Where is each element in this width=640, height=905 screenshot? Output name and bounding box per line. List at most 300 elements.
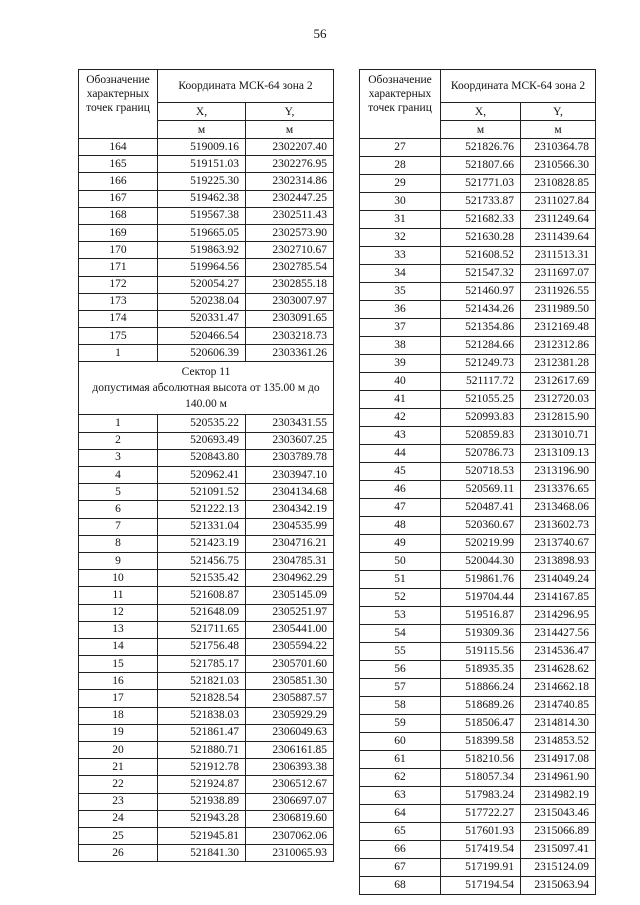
table-row bbox=[79, 776, 334, 793]
table-row bbox=[360, 337, 596, 355]
y-label-header: Y, bbox=[521, 103, 596, 121]
coord-label-header: Координата МСК-64 зона 2 bbox=[158, 70, 334, 103]
x-cell: 521711.65 bbox=[158, 621, 246, 638]
table-row bbox=[79, 742, 334, 759]
x-cell: 521733.87 bbox=[441, 193, 521, 211]
x-cell: 520859.83 bbox=[441, 427, 521, 445]
y-cell: 2312312.86 bbox=[521, 337, 596, 355]
x-cell: 521682.33 bbox=[441, 211, 521, 229]
point-label-header: Обозначение характерных точек границ bbox=[360, 70, 441, 139]
y-cell: 2315063.94 bbox=[521, 877, 596, 895]
x-cell: 521423.19 bbox=[158, 535, 246, 552]
table-row bbox=[79, 310, 334, 327]
y-cell: 2313109.13 bbox=[521, 445, 596, 463]
table-row bbox=[360, 373, 596, 391]
x-cell: 518399.58 bbox=[441, 733, 521, 751]
table-row bbox=[360, 139, 596, 157]
x-cell: 521608.87 bbox=[158, 587, 246, 604]
table-row bbox=[360, 409, 596, 427]
point-cell: 56 bbox=[360, 661, 441, 679]
point-cell: 15 bbox=[79, 656, 158, 673]
point-cell: 59 bbox=[360, 715, 441, 733]
left-table-header bbox=[79, 70, 334, 139]
point-cell: 32 bbox=[360, 229, 441, 247]
y-cell: 2314740.85 bbox=[521, 697, 596, 715]
point-cell: 44 bbox=[360, 445, 441, 463]
y-cell: 2306819.60 bbox=[246, 810, 334, 827]
table-row bbox=[79, 207, 334, 224]
y-cell: 2314853.52 bbox=[521, 733, 596, 751]
table-row bbox=[79, 139, 334, 156]
point-cell: 34 bbox=[360, 265, 441, 283]
x-cell: 520360.67 bbox=[441, 517, 521, 535]
x-cell: 520331.47 bbox=[158, 310, 246, 327]
table-row bbox=[360, 391, 596, 409]
x-cell: 521771.03 bbox=[441, 175, 521, 193]
point-cell: 61 bbox=[360, 751, 441, 769]
point-cell: 16 bbox=[79, 673, 158, 690]
y-cell: 2314049.24 bbox=[521, 571, 596, 589]
x-label-header: X, bbox=[441, 103, 521, 121]
point-cell: 171 bbox=[79, 259, 158, 276]
x-cell: 518210.56 bbox=[441, 751, 521, 769]
point-cell: 14 bbox=[79, 638, 158, 655]
point-label-header: Обозначение характерных точек границ bbox=[79, 70, 158, 139]
x-cell: 520238.04 bbox=[158, 293, 246, 310]
table-row bbox=[79, 535, 334, 552]
table-row bbox=[79, 724, 334, 741]
x-cell: 521608.52 bbox=[441, 247, 521, 265]
y-cell: 2311439.64 bbox=[521, 229, 596, 247]
y-cell: 2303789.78 bbox=[246, 449, 334, 466]
point-cell: 51 bbox=[360, 571, 441, 589]
table-row bbox=[360, 841, 596, 859]
table-row bbox=[79, 845, 334, 862]
x-cell: 520843.80 bbox=[158, 449, 246, 466]
point-cell: 170 bbox=[79, 242, 158, 259]
table-row bbox=[79, 501, 334, 518]
y-cell: 2314296.95 bbox=[521, 607, 596, 625]
table-row bbox=[360, 229, 596, 247]
point-cell: 12 bbox=[79, 604, 158, 621]
x-cell: 520786.73 bbox=[441, 445, 521, 463]
x-cell: 520487.41 bbox=[441, 499, 521, 517]
x-cell: 521826.76 bbox=[441, 139, 521, 157]
y-cell: 2302447.25 bbox=[246, 190, 334, 207]
point-cell: 172 bbox=[79, 276, 158, 293]
x-cell: 517983.24 bbox=[441, 787, 521, 805]
table-row bbox=[360, 697, 596, 715]
table-row bbox=[360, 301, 596, 319]
table-row bbox=[360, 193, 596, 211]
point-cell: 57 bbox=[360, 679, 441, 697]
x-cell: 521331.04 bbox=[158, 518, 246, 535]
point-cell: 21 bbox=[79, 759, 158, 776]
y-cell: 2303607.25 bbox=[246, 432, 334, 449]
point-cell: 169 bbox=[79, 224, 158, 241]
coord-label-header: Координата МСК-64 зона 2 bbox=[441, 70, 596, 103]
x-cell: 519151.03 bbox=[158, 156, 246, 173]
y-cell: 2313376.65 bbox=[521, 481, 596, 499]
y-cell: 2303007.97 bbox=[246, 293, 334, 310]
sector-heading bbox=[79, 362, 334, 415]
point-cell: 29 bbox=[360, 175, 441, 193]
y-unit-header: м bbox=[521, 121, 596, 139]
table-row bbox=[360, 265, 596, 283]
y-cell: 2305594.22 bbox=[246, 638, 334, 655]
point-cell: 6 bbox=[79, 501, 158, 518]
table-row bbox=[360, 661, 596, 679]
table-row bbox=[360, 481, 596, 499]
x-cell: 520993.83 bbox=[441, 409, 521, 427]
table-row bbox=[360, 769, 596, 787]
x-cell: 521938.89 bbox=[158, 793, 246, 810]
point-cell: 33 bbox=[360, 247, 441, 265]
point-cell: 11 bbox=[79, 587, 158, 604]
y-cell: 2304134.68 bbox=[246, 484, 334, 501]
point-cell: 47 bbox=[360, 499, 441, 517]
point-cell: 55 bbox=[360, 643, 441, 661]
y-cell: 2314662.18 bbox=[521, 679, 596, 697]
x-cell: 521924.87 bbox=[158, 776, 246, 793]
table-row bbox=[79, 259, 334, 276]
y-cell: 2310065.93 bbox=[246, 845, 334, 862]
y-cell: 2303947.10 bbox=[246, 467, 334, 484]
point-cell: 52 bbox=[360, 589, 441, 607]
table-row bbox=[79, 224, 334, 241]
point-cell: 164 bbox=[79, 139, 158, 156]
table-row bbox=[360, 859, 596, 877]
x-cell: 521456.75 bbox=[158, 552, 246, 569]
table-row bbox=[79, 276, 334, 293]
table-row bbox=[79, 810, 334, 827]
point-cell: 2 bbox=[79, 432, 158, 449]
point-cell: 43 bbox=[360, 427, 441, 445]
point-cell: 58 bbox=[360, 697, 441, 715]
right-table-header bbox=[360, 70, 596, 139]
table-row bbox=[79, 467, 334, 484]
sector-description: допустимая абсолютная высота от 135.00 м до 140.00 м bbox=[92, 382, 320, 411]
x-cell: 518689.26 bbox=[441, 697, 521, 715]
table-row bbox=[360, 823, 596, 841]
x-cell: 521117.72 bbox=[441, 373, 521, 391]
x-cell: 518506.47 bbox=[441, 715, 521, 733]
table-row bbox=[360, 517, 596, 535]
y-cell: 2315097.41 bbox=[521, 841, 596, 859]
table-row bbox=[79, 793, 334, 810]
x-cell: 521630.28 bbox=[441, 229, 521, 247]
point-cell: 18 bbox=[79, 707, 158, 724]
left-rows-a bbox=[79, 139, 334, 362]
y-cell: 2304535.99 bbox=[246, 518, 334, 535]
x-cell: 517419.54 bbox=[441, 841, 521, 859]
table-row bbox=[360, 751, 596, 769]
x-cell: 521821.03 bbox=[158, 673, 246, 690]
y-cell: 2305145.09 bbox=[246, 587, 334, 604]
table-row bbox=[79, 345, 334, 362]
point-cell: 40 bbox=[360, 373, 441, 391]
x-cell: 519309.36 bbox=[441, 625, 521, 643]
y-cell: 2310828.85 bbox=[521, 175, 596, 193]
y-cell: 2302276.95 bbox=[246, 156, 334, 173]
y-cell: 2305701.60 bbox=[246, 656, 334, 673]
table-row bbox=[360, 175, 596, 193]
x-cell: 519964.56 bbox=[158, 259, 246, 276]
y-cell: 2303361.26 bbox=[246, 345, 334, 362]
table-row bbox=[79, 587, 334, 604]
x-cell: 519225.30 bbox=[158, 173, 246, 190]
point-cell: 50 bbox=[360, 553, 441, 571]
x-unit-header: м bbox=[158, 121, 246, 139]
point-cell: 53 bbox=[360, 607, 441, 625]
left-rows-b bbox=[79, 415, 334, 862]
x-cell: 521249.73 bbox=[441, 355, 521, 373]
table-row bbox=[360, 283, 596, 301]
table-row bbox=[79, 827, 334, 844]
y-cell: 2306393.38 bbox=[246, 759, 334, 776]
x-cell: 521828.54 bbox=[158, 690, 246, 707]
x-cell: 521807.66 bbox=[441, 157, 521, 175]
y-cell: 2304716.21 bbox=[246, 535, 334, 552]
table-row bbox=[360, 877, 596, 895]
y-cell: 2306049.63 bbox=[246, 724, 334, 741]
y-cell: 2303431.55 bbox=[246, 415, 334, 432]
x-cell: 519665.05 bbox=[158, 224, 246, 241]
x-cell: 520466.54 bbox=[158, 328, 246, 345]
y-cell: 2314536.47 bbox=[521, 643, 596, 661]
point-cell: 23 bbox=[79, 793, 158, 810]
point-cell: 10 bbox=[79, 570, 158, 587]
table-row bbox=[360, 211, 596, 229]
y-cell: 2303091.65 bbox=[246, 310, 334, 327]
x-cell: 519861.76 bbox=[441, 571, 521, 589]
y-cell: 2305441.00 bbox=[246, 621, 334, 638]
table-row bbox=[79, 449, 334, 466]
y-cell: 2302855.18 bbox=[246, 276, 334, 293]
x-cell: 519462.38 bbox=[158, 190, 246, 207]
table-row bbox=[360, 607, 596, 625]
table-row bbox=[79, 656, 334, 673]
table-row bbox=[360, 427, 596, 445]
table-row bbox=[360, 247, 596, 265]
point-cell: 20 bbox=[79, 742, 158, 759]
y-cell: 2304962.29 bbox=[246, 570, 334, 587]
table-row bbox=[79, 293, 334, 310]
point-cell: 67 bbox=[360, 859, 441, 877]
table-row bbox=[360, 787, 596, 805]
y-cell: 2314628.62 bbox=[521, 661, 596, 679]
y-cell: 2303218.73 bbox=[246, 328, 334, 345]
table-row bbox=[79, 242, 334, 259]
x-cell: 519009.16 bbox=[158, 139, 246, 156]
point-cell: 66 bbox=[360, 841, 441, 859]
x-cell: 521838.03 bbox=[158, 707, 246, 724]
point-cell: 42 bbox=[360, 409, 441, 427]
point-cell: 45 bbox=[360, 463, 441, 481]
point-cell: 9 bbox=[79, 552, 158, 569]
x-cell: 520219.99 bbox=[441, 535, 521, 553]
x-cell: 517601.93 bbox=[441, 823, 521, 841]
x-cell: 521841.30 bbox=[158, 845, 246, 862]
y-cell: 2313196.90 bbox=[521, 463, 596, 481]
y-cell: 2313740.67 bbox=[521, 535, 596, 553]
table-row bbox=[360, 463, 596, 481]
x-cell: 519567.38 bbox=[158, 207, 246, 224]
page-number: 56 bbox=[313, 26, 327, 41]
point-cell: 60 bbox=[360, 733, 441, 751]
y-cell: 2302207.40 bbox=[246, 139, 334, 156]
x-cell: 521354.86 bbox=[441, 319, 521, 337]
sector-block bbox=[79, 362, 334, 415]
y-cell: 2314167.85 bbox=[521, 589, 596, 607]
table-row bbox=[79, 673, 334, 690]
y-cell: 2315066.89 bbox=[521, 823, 596, 841]
table-row bbox=[79, 328, 334, 345]
point-cell: 41 bbox=[360, 391, 441, 409]
point-cell: 38 bbox=[360, 337, 441, 355]
y-cell: 2312815.90 bbox=[521, 409, 596, 427]
table-row bbox=[79, 552, 334, 569]
x-cell: 521912.78 bbox=[158, 759, 246, 776]
x-cell: 521785.17 bbox=[158, 656, 246, 673]
y-cell: 2314982.19 bbox=[521, 787, 596, 805]
x-cell: 521943.28 bbox=[158, 810, 246, 827]
table-row bbox=[79, 415, 334, 432]
point-cell: 27 bbox=[360, 139, 441, 157]
point-cell: 54 bbox=[360, 625, 441, 643]
y-cell: 2312381.28 bbox=[521, 355, 596, 373]
x-cell: 521535.42 bbox=[158, 570, 246, 587]
point-cell: 17 bbox=[79, 690, 158, 707]
y-label-header: Y, bbox=[246, 103, 334, 121]
y-cell: 2302710.67 bbox=[246, 242, 334, 259]
y-cell: 2312720.03 bbox=[521, 391, 596, 409]
table-row bbox=[79, 707, 334, 724]
table-row bbox=[79, 518, 334, 535]
point-cell: 63 bbox=[360, 787, 441, 805]
point-cell: 28 bbox=[360, 157, 441, 175]
point-cell: 35 bbox=[360, 283, 441, 301]
y-cell: 2311697.07 bbox=[521, 265, 596, 283]
y-cell: 2315043.46 bbox=[521, 805, 596, 823]
table-row bbox=[360, 157, 596, 175]
x-cell: 521284.66 bbox=[441, 337, 521, 355]
y-cell: 2311513.31 bbox=[521, 247, 596, 265]
point-cell: 4 bbox=[79, 467, 158, 484]
y-cell: 2311926.55 bbox=[521, 283, 596, 301]
y-cell: 2305929.29 bbox=[246, 707, 334, 724]
point-cell: 30 bbox=[360, 193, 441, 211]
left-coordinates-table bbox=[78, 69, 334, 862]
y-cell: 2313898.93 bbox=[521, 553, 596, 571]
x-cell: 521756.48 bbox=[158, 638, 246, 655]
table-row bbox=[360, 625, 596, 643]
point-cell: 37 bbox=[360, 319, 441, 337]
y-cell: 2306697.07 bbox=[246, 793, 334, 810]
x-cell: 518935.35 bbox=[441, 661, 521, 679]
point-cell: 26 bbox=[79, 845, 158, 862]
point-cell: 49 bbox=[360, 535, 441, 553]
right-coordinates-table bbox=[359, 69, 596, 895]
table-row bbox=[79, 432, 334, 449]
table-row bbox=[360, 733, 596, 751]
point-cell: 5 bbox=[79, 484, 158, 501]
table-row bbox=[79, 173, 334, 190]
x-cell: 521460.97 bbox=[441, 283, 521, 301]
table-row bbox=[360, 319, 596, 337]
y-cell: 2310364.78 bbox=[521, 139, 596, 157]
point-cell: 46 bbox=[360, 481, 441, 499]
point-cell: 3 bbox=[79, 449, 158, 466]
x-label-header: X, bbox=[158, 103, 246, 121]
y-cell: 2306161.85 bbox=[246, 742, 334, 759]
x-cell: 520606.39 bbox=[158, 345, 246, 362]
x-cell: 521945.81 bbox=[158, 827, 246, 844]
point-cell: 36 bbox=[360, 301, 441, 319]
point-cell: 64 bbox=[360, 805, 441, 823]
table-row bbox=[79, 690, 334, 707]
y-cell: 2302785.54 bbox=[246, 259, 334, 276]
table-row bbox=[360, 715, 596, 733]
y-cell: 2312169.48 bbox=[521, 319, 596, 337]
x-cell: 521648.09 bbox=[158, 604, 246, 621]
y-cell: 2305887.57 bbox=[246, 690, 334, 707]
table-row bbox=[360, 535, 596, 553]
y-cell: 2312617.69 bbox=[521, 373, 596, 391]
y-cell: 2313010.71 bbox=[521, 427, 596, 445]
x-cell: 521222.13 bbox=[158, 501, 246, 518]
y-unit-header: м bbox=[246, 121, 334, 139]
y-cell: 2311027.84 bbox=[521, 193, 596, 211]
x-cell: 518057.34 bbox=[441, 769, 521, 787]
x-cell: 520569.11 bbox=[441, 481, 521, 499]
x-cell: 520962.41 bbox=[158, 467, 246, 484]
y-cell: 2302573.90 bbox=[246, 224, 334, 241]
table-row bbox=[360, 805, 596, 823]
y-cell: 2314961.90 bbox=[521, 769, 596, 787]
y-cell: 2310566.30 bbox=[521, 157, 596, 175]
point-cell: 19 bbox=[79, 724, 158, 741]
x-cell: 519516.87 bbox=[441, 607, 521, 625]
point-cell: 31 bbox=[360, 211, 441, 229]
table-row bbox=[79, 190, 334, 207]
x-cell: 520535.22 bbox=[158, 415, 246, 432]
table-row bbox=[360, 643, 596, 661]
table-row bbox=[360, 445, 596, 463]
x-cell: 521880.71 bbox=[158, 742, 246, 759]
y-cell: 2313468.06 bbox=[521, 499, 596, 517]
x-cell: 520718.53 bbox=[441, 463, 521, 481]
x-cell: 520693.49 bbox=[158, 432, 246, 449]
x-cell: 519115.56 bbox=[441, 643, 521, 661]
point-cell: 174 bbox=[79, 310, 158, 327]
table-row bbox=[360, 499, 596, 517]
y-cell: 2302314.86 bbox=[246, 173, 334, 190]
table-row bbox=[79, 604, 334, 621]
x-cell: 521434.26 bbox=[441, 301, 521, 319]
sector-title: Сектор 11 bbox=[181, 366, 231, 379]
point-cell: 24 bbox=[79, 810, 158, 827]
table-row bbox=[79, 638, 334, 655]
x-cell: 520054.27 bbox=[158, 276, 246, 293]
point-cell: 13 bbox=[79, 621, 158, 638]
y-cell: 2307062.06 bbox=[246, 827, 334, 844]
point-cell: 1 bbox=[79, 415, 158, 432]
table-row bbox=[360, 589, 596, 607]
x-cell: 519863.92 bbox=[158, 242, 246, 259]
y-cell: 2306512.67 bbox=[246, 776, 334, 793]
point-cell: 48 bbox=[360, 517, 441, 535]
